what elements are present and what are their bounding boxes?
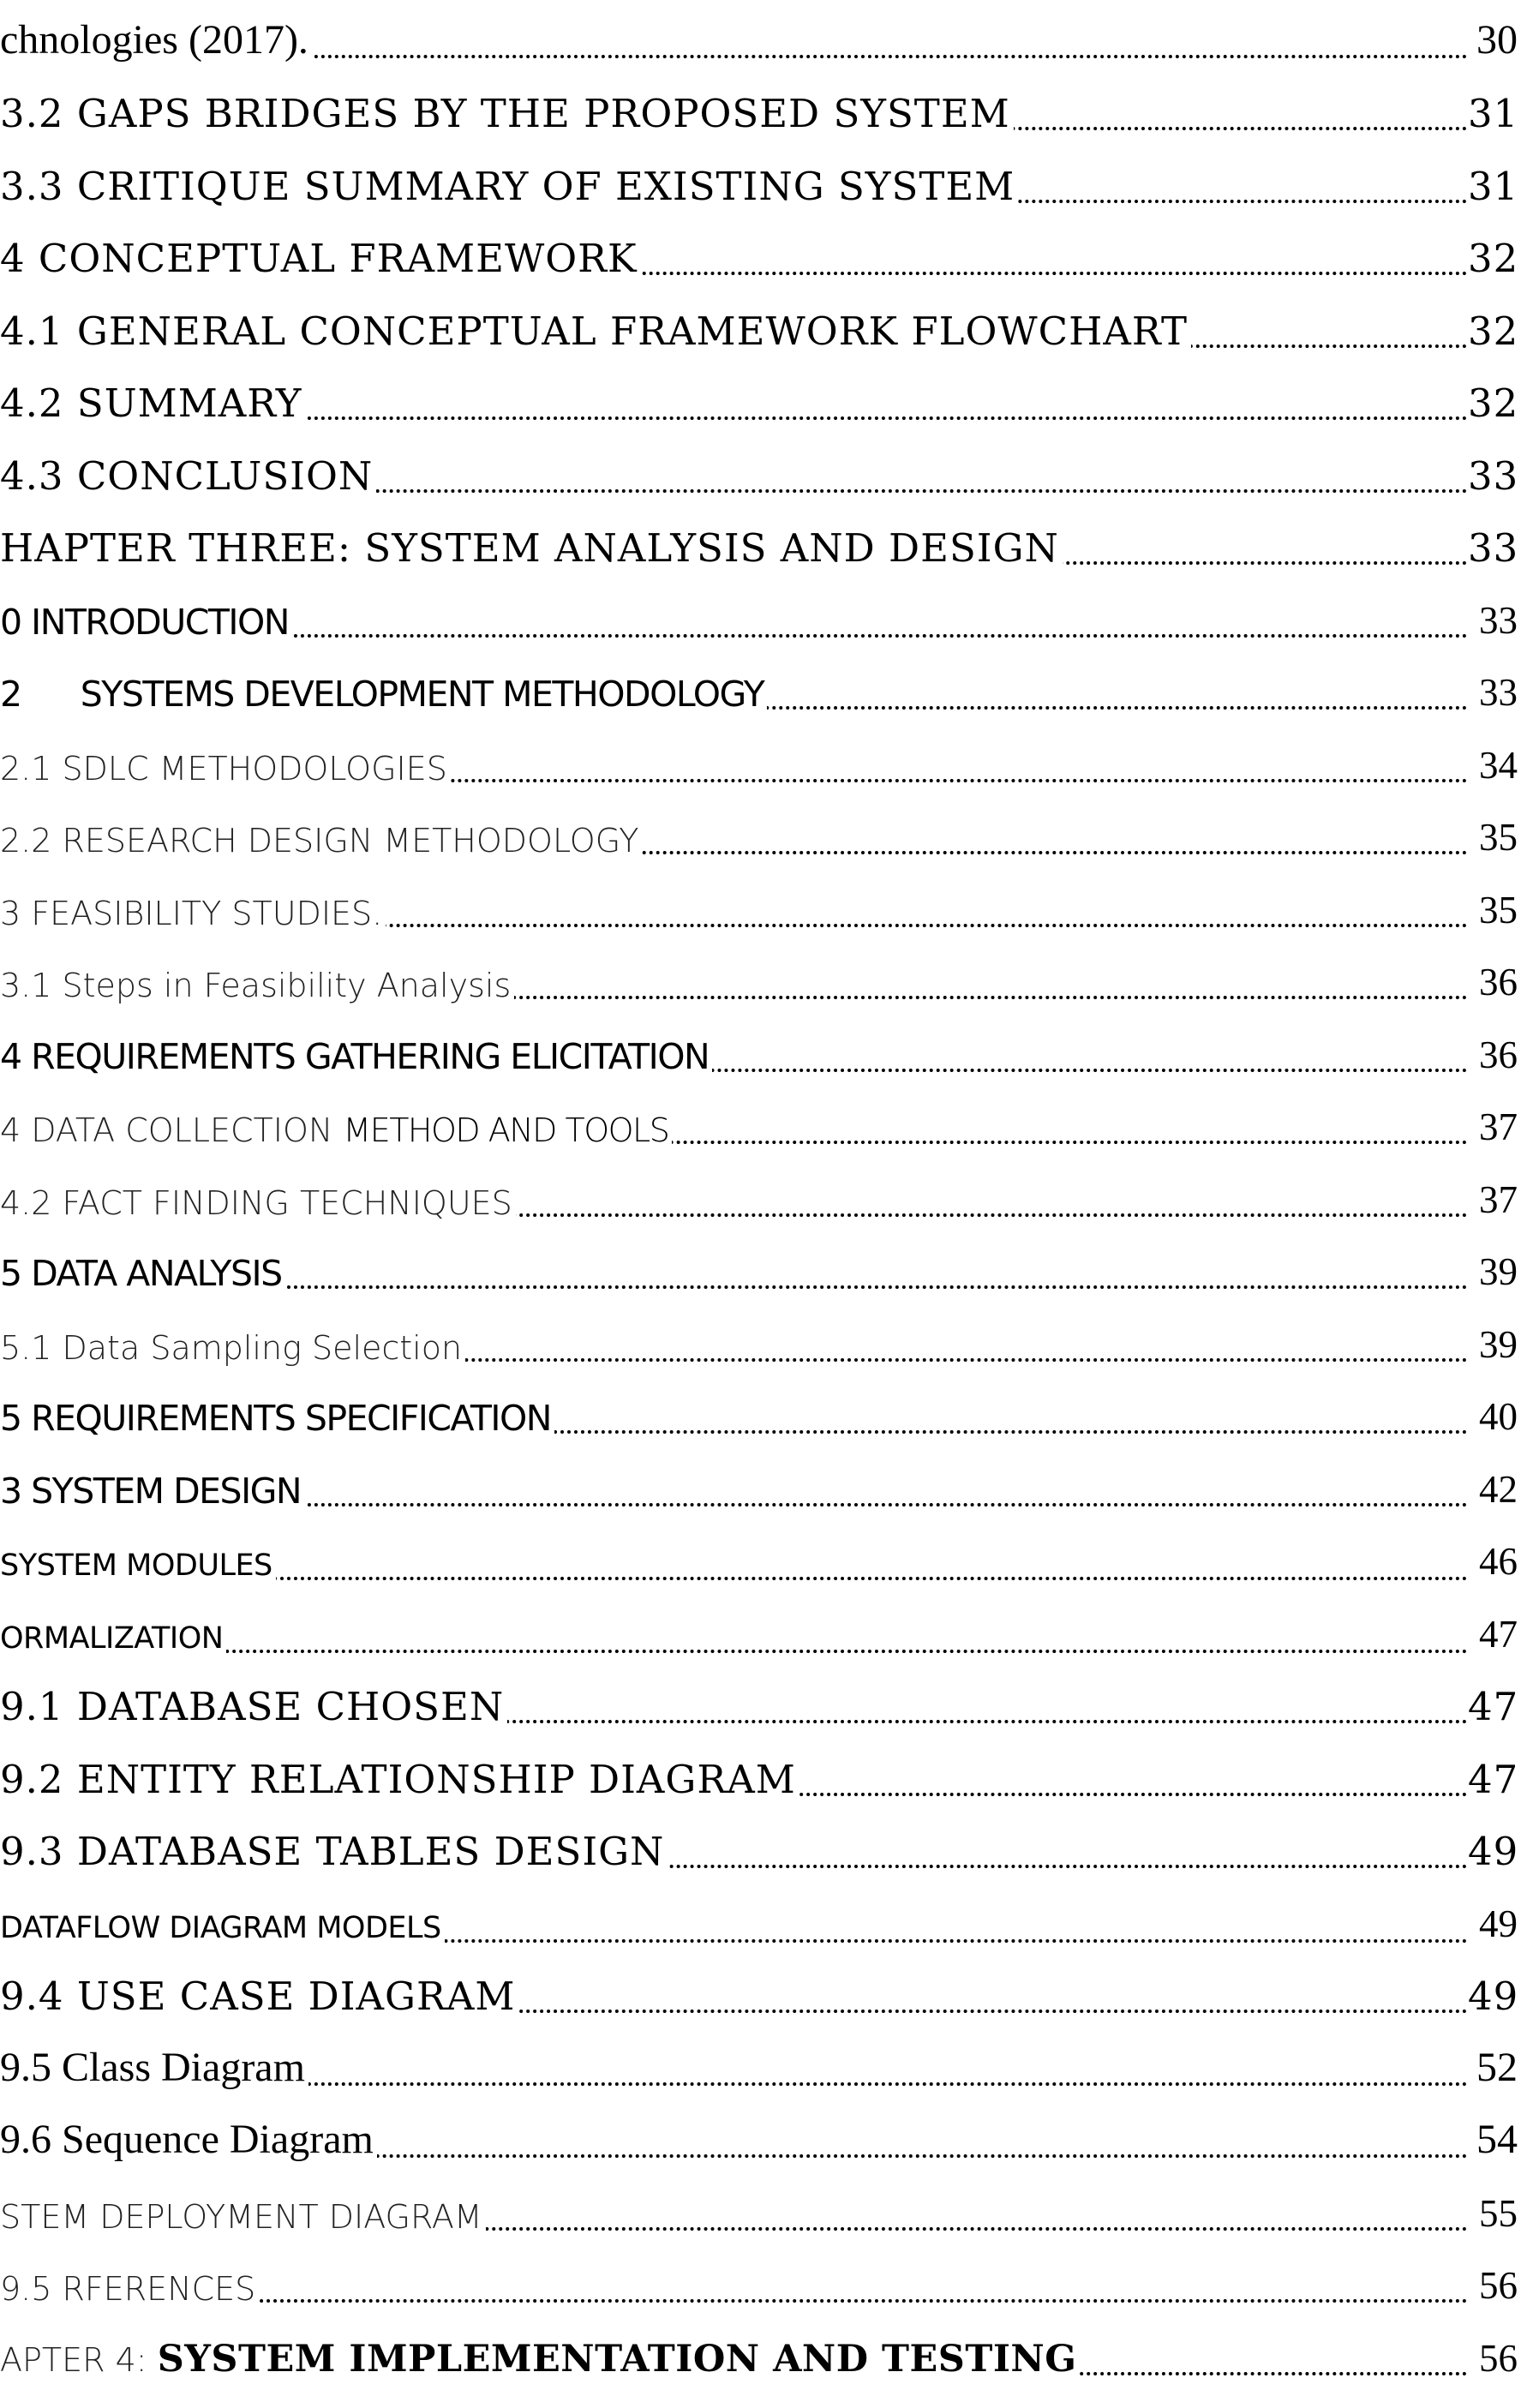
toc-entry-title: [0, 674, 767, 715]
toc-entry[interactable]: [0, 1886, 1521, 1959]
toc-entry-title-text: 4.2 FACT FINDING TECHNIQUES: [0, 1183, 512, 1222]
toc-entry[interactable]: [0, 2321, 1521, 2393]
toc-entry[interactable]: [0, 1814, 1521, 1887]
toc-page-number: 32: [1468, 308, 1519, 354]
toc-entry[interactable]: [0, 800, 1521, 873]
toc-entry[interactable]: [0, 1741, 1521, 1814]
toc-entry-title: [0, 749, 451, 788]
toc-entry[interactable]: [0, 1235, 1521, 1308]
toc-entry[interactable]: [0, 1380, 1521, 1453]
toc-entry-title-text: HAPTER THREE: SYSTEM ANALYSIS AND DESIGN: [0, 525, 1059, 571]
toc-entry-title: [0, 2337, 1080, 2381]
toc-entry[interactable]: [0, 2104, 1521, 2177]
toc-page-number: 40: [1479, 1395, 1518, 1438]
toc-entry[interactable]: [0, 1090, 1521, 1163]
toc-page-number: 33: [1468, 525, 1519, 571]
toc-page-number: 49: [1468, 1829, 1519, 1874]
toc-entry-title-text: ORMALIZATION: [0, 1620, 224, 1656]
toc-entry-title: [0, 969, 514, 1002]
toc-page-number: 55: [1479, 2191, 1518, 2235]
toc-entry-title: [0, 2270, 259, 2308]
toc-entry-title: [0, 1111, 672, 1149]
toc-entry-title: [0, 1910, 445, 1945]
toc-page-number: 33: [1468, 452, 1519, 499]
toc-page-number: 42: [1479, 1467, 1518, 1511]
toc-entry-title: [0, 163, 1018, 209]
toc-entry-title-text: APTER 4:: [0, 2340, 158, 2379]
toc-entry-title-text: 2 SYSTEMS DEVELOPMENT METHODOLOGY: [0, 674, 764, 715]
toc-page-number: 31: [1468, 163, 1519, 209]
toc-entry-title-text: 2.2 RESEARCH DESIGN METHODOLOGY: [0, 822, 639, 860]
toc-page-number: 35: [1479, 816, 1518, 859]
toc-entry-title: [0, 2119, 377, 2160]
toc-entry-title-text: 4 DATA COLLECTION: [0, 1111, 344, 1149]
toc-page-number: 47: [1479, 1612, 1518, 1656]
toc-entry-title-text: 3.2 GAPS BRIDGES BY THE PROPOSED SYSTEM: [0, 91, 1010, 136]
toc-entry-title: [0, 601, 292, 643]
toc-entry[interactable]: [0, 1596, 1521, 1669]
toc-entry-title-text: 9.2 ENTITY RELATIONSHIP DIAGRAM: [0, 1756, 796, 1802]
toc-entry[interactable]: [0, 3, 1521, 76]
toc-entry[interactable]: [0, 76, 1521, 149]
toc-entry[interactable]: [0, 1162, 1521, 1235]
toc-entry-title-text: 3.1 Steps in Feasibility Analysis: [0, 967, 512, 1004]
toc-entry-title-text: chnologies (2017).: [0, 16, 308, 63]
toc-entry-title-text: STEM DEPLOYMENT DIAGRAM: [0, 2197, 482, 2236]
toc-entry[interactable]: [0, 656, 1521, 728]
toc-entry-title: [0, 1974, 518, 2019]
toc-entry-title-text: 9.4 USE CASE DIAGRAM: [0, 1974, 516, 2019]
toc-entry-title-emphasis: METHOD AND TOOLS: [343, 1111, 669, 1149]
toc-entry-title-text: 5 REQUIREMENTS SPECIFICATION: [0, 1398, 551, 1439]
toc-page-number: 52: [1476, 2044, 1518, 2090]
toc-page-number: 33: [1479, 598, 1518, 642]
toc-entry[interactable]: [0, 366, 1521, 439]
toc-entry-title: [0, 91, 1014, 136]
toc-entry-title: [0, 1398, 554, 1439]
toc-entry-title: [0, 1035, 712, 1077]
toc-entry-title-text: 5.1 Data Sampling Selection: [0, 1328, 463, 1367]
toc-page-number: 54: [1476, 2117, 1518, 2162]
toc-page-number: 30: [1476, 16, 1518, 63]
toc-entry-title: [0, 2044, 308, 2090]
toc-entry[interactable]: [0, 2176, 1521, 2249]
table-of-contents: [0, 3, 1521, 2393]
toc-page-number: 35: [1479, 888, 1518, 931]
toc-entry-title: [0, 1328, 465, 1367]
toc-entry[interactable]: [0, 728, 1521, 800]
toc-entry-title-text: 9.3 DATABASE TABLES DESIGN: [0, 1829, 665, 1874]
toc-entry-title: [0, 1253, 285, 1294]
toc-entry-title-text: 9.5 Class Diagram: [0, 2044, 305, 2090]
toc-entry-title-text: SYSTEM MODULES: [0, 1548, 272, 1583]
toc-page-number: 36: [1479, 1033, 1518, 1076]
toc-entry-title-text: 3 SYSTEM DESIGN: [0, 1470, 302, 1512]
toc-entry-title: [0, 1470, 304, 1512]
toc-entry[interactable]: [0, 583, 1521, 656]
toc-entry[interactable]: [0, 872, 1521, 945]
toc-entry[interactable]: [0, 1307, 1521, 1380]
toc-entry[interactable]: [0, 1017, 1521, 1090]
toc-page-number: 34: [1479, 743, 1518, 787]
toc-entry-title-text: 4 REQUIREMENTS GATHERING ELICITATION: [0, 1035, 710, 1077]
toc-entry-title: [0, 1183, 516, 1222]
toc-entry[interactable]: [0, 945, 1521, 1018]
toc-entry[interactable]: [0, 1452, 1521, 1524]
toc-page-number: 31: [1468, 91, 1519, 136]
toc-entry-title-text: 4.2 SUMMARY: [0, 380, 302, 426]
toc-page-number: 56: [1479, 2264, 1518, 2307]
toc-entry[interactable]: [0, 2249, 1521, 2321]
toc-entry-title: [0, 2197, 486, 2236]
toc-entry-title-text: 3 FEASIBILITY STUDIES.: [0, 894, 383, 932]
toc-entry[interactable]: [0, 1959, 1521, 2032]
toc-page-number: 49: [1468, 1974, 1519, 2019]
toc-page-number: 47: [1468, 1684, 1519, 1729]
toc-entry-title-text: 4.3 CONCLUSION: [0, 452, 374, 499]
toc-entry-title-text: 9.6 Sequence Diagram: [0, 2117, 374, 2162]
toc-page-number: 33: [1479, 671, 1518, 714]
toc-entry[interactable]: [0, 1524, 1521, 1597]
toc-entry-title-text: 3.3 CRITIQUE SUMMARY OF EXISTING SYSTEM: [0, 163, 1015, 209]
toc-page-number: 32: [1468, 380, 1519, 426]
toc-entry[interactable]: [0, 1669, 1521, 1742]
toc-page-number: 37: [1479, 1177, 1518, 1221]
toc-entry-title: [0, 1620, 226, 1656]
toc-entry-title-text: 0 INTRODUCTION: [0, 601, 289, 643]
toc-page-number: 37: [1479, 1105, 1518, 1148]
toc-entry-title: [0, 525, 1063, 571]
toc-page-number: 32: [1468, 236, 1519, 281]
toc-entry-title: [0, 1548, 276, 1583]
toc-entry-title: [0, 1829, 668, 1874]
toc-entry[interactable]: [0, 293, 1521, 366]
toc-page-number: 39: [1479, 1250, 1518, 1293]
toc-entry-title-text: 9.5 RFERENCES: [0, 2270, 256, 2308]
toc-page-number: 56: [1479, 2336, 1518, 2380]
toc-entry-title: [0, 308, 1191, 354]
toc-page-number: 49: [1479, 1902, 1518, 1945]
toc-entry-title-text: 9.1 DATABASE CHOSEN: [0, 1684, 505, 1729]
toc-entry[interactable]: [0, 511, 1521, 584]
toc-page-number: 36: [1479, 961, 1518, 1003]
toc-entry-title: [0, 380, 305, 426]
toc-page-number: 46: [1479, 1540, 1518, 1583]
toc-page-number: 39: [1479, 1322, 1518, 1366]
toc-entry-title-text: 4 CONCEPTUAL FRAMEWORK: [0, 236, 638, 281]
toc-entry-title-emphasis: SYSTEM IMPLEMENTATION AND TESTING: [157, 2337, 1077, 2381]
toc-entry[interactable]: [0, 221, 1521, 294]
toc-entry-title-text: DATAFLOW DIAGRAM MODELS: [0, 1910, 441, 1945]
toc-entry[interactable]: [0, 148, 1521, 221]
toc-entry-title: [0, 236, 641, 281]
toc-entry-title: [0, 16, 312, 63]
toc-entry[interactable]: [0, 2031, 1521, 2104]
toc-entry-title: [0, 1684, 507, 1729]
toc-entry-title-text: 5 DATA ANALYSIS: [0, 1253, 282, 1294]
toc-entry-title: [0, 894, 386, 932]
toc-entry-title: [0, 822, 642, 860]
toc-entry-title: [0, 452, 376, 499]
toc-entry-title: [0, 1756, 799, 1802]
toc-entry-title-text: 4.1 GENERAL CONCEPTUAL FRAMEWORK FLOWCHART: [0, 308, 1188, 354]
toc-entry-title-text: 2.1 SDLC METHODOLOGIES: [0, 749, 447, 788]
toc-page-number: 47: [1468, 1756, 1519, 1802]
toc-entry[interactable]: [0, 438, 1521, 511]
